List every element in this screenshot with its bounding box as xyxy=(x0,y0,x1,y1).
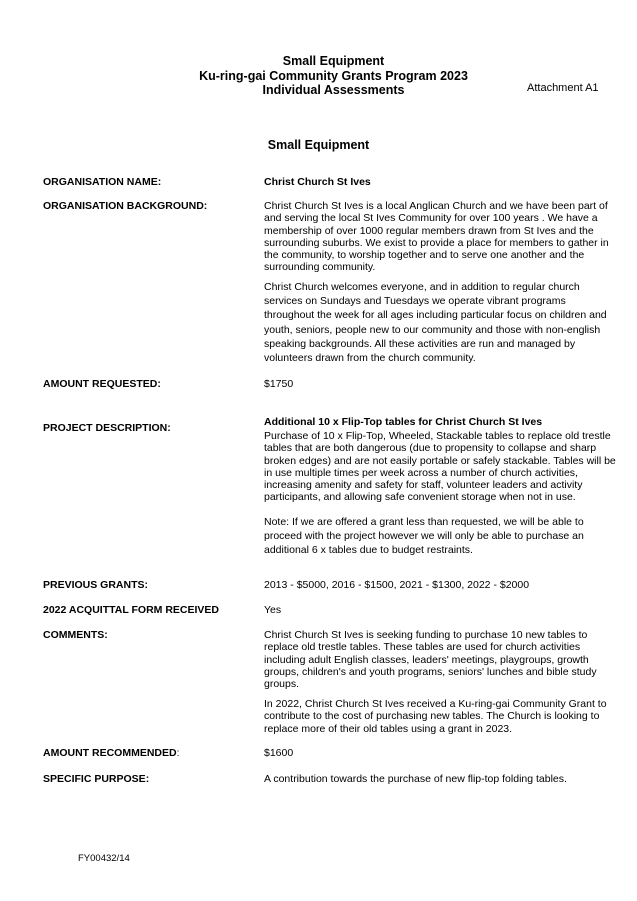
previous-grants-value: 2013 - $5000, 2016 - $1500, 2021 - $1300, 2022 - $2000 xyxy=(264,579,530,591)
project-title: Additional 10 x Flip-Top tables for Christ Church St Ives xyxy=(264,416,543,428)
comments-label: COMMENTS: xyxy=(43,629,108,641)
header-line-3: Individual Assessments xyxy=(262,83,405,97)
amount-requested-value: $1750 xyxy=(264,378,294,390)
specific-purpose-value: A contribution towards the purchase of new flip-top folding tables. xyxy=(264,773,567,785)
acquittal-form-label: 2022 ACQUITTAL FORM RECEIVED xyxy=(43,604,219,616)
org-background-paragraph-2: Christ Church welcomes everyone, and in addition to regular church services on Sundays and Tuesdays we operate vibrant programs throughout the week for all ages including particular focus on children and youth, seniors, people new to our community and those with non-english speaking backgrounds. All these activities are run and managed by volunteers drawn from the church community. xyxy=(264,281,607,365)
amount-recommended-label-text: AMOUNT RECOMMENDED xyxy=(43,747,177,759)
acquittal-form-value: Yes xyxy=(264,604,282,616)
project-paragraph-1: Purchase of 10 x Flip-Top, Wheeled, Stackable tables to replace old trestle tables that are both dangerous (due to propensity to collapse and sharp broken edges) and are not easily portable or safely stackable. Tables will be in use multiple times per week across a number of church activities, increasing amenity and safety for staff, volunteer leaders and activity participants, and allowing safe convenient storage when not in use. xyxy=(264,430,616,504)
org-name-value: Christ Church St Ives xyxy=(264,176,371,188)
org-background-paragraph-1: Christ Church St Ives is a local Anglican Church and we have been part of and serving the local St Ives Community for over 100 years . We have a membership of over 1000 regular members drawn from St Ives and the surrounding suburbs. We exist to provide a place for members to gather in the community, to worship together and to serve one another and the surrounding community. xyxy=(264,200,609,274)
comments-paragraph-2: In 2022, Christ Church St Ives received a Ku-ring-gai Community Grant to contribute to the cost of purchasing new tables. The Church is looking to replace more of their old tables using a grant in 2023. xyxy=(264,698,607,735)
org-background-label: ORGANISATION BACKGROUND: xyxy=(43,200,208,212)
org-name-label: ORGANISATION NAME: xyxy=(43,176,162,188)
project-description-label: PROJECT DESCRIPTION: xyxy=(43,422,171,434)
header-line-2: Ku-ring-gai Community Grants Program 2023 xyxy=(199,68,468,83)
specific-purpose-label: SPECIFIC PURPOSE: xyxy=(43,773,150,785)
previous-grants-label: PREVIOUS GRANTS: xyxy=(43,579,149,591)
comments-paragraph-1: Christ Church St Ives is seeking funding to purchase 10 new tables to replace old trestle tables. These tables are used for church activities including adult English classes, leaders' meetings, playgroups, growth groups, children's and youth programs, seniors' lunches and bible study groups. xyxy=(264,629,597,691)
amount-recommended-colon: : xyxy=(176,747,180,759)
project-paragraph-2: Note: If we are offered a grant less than requested, we will be able to proceed with the project however we will only be able to purchase an additional 6 x tables due to budget restraints. xyxy=(264,516,584,557)
amount-recommended-label xyxy=(43,747,180,759)
amount-requested-label: AMOUNT REQUESTED: xyxy=(43,378,161,390)
footer-reference: FY00432/14 xyxy=(78,853,130,864)
section-title: Small Equipment xyxy=(267,138,370,152)
header-line-1: Small Equipment xyxy=(282,54,385,68)
attachment-label: Attachment A1 xyxy=(527,82,599,94)
amount-recommended-value: $1600 xyxy=(264,747,294,759)
